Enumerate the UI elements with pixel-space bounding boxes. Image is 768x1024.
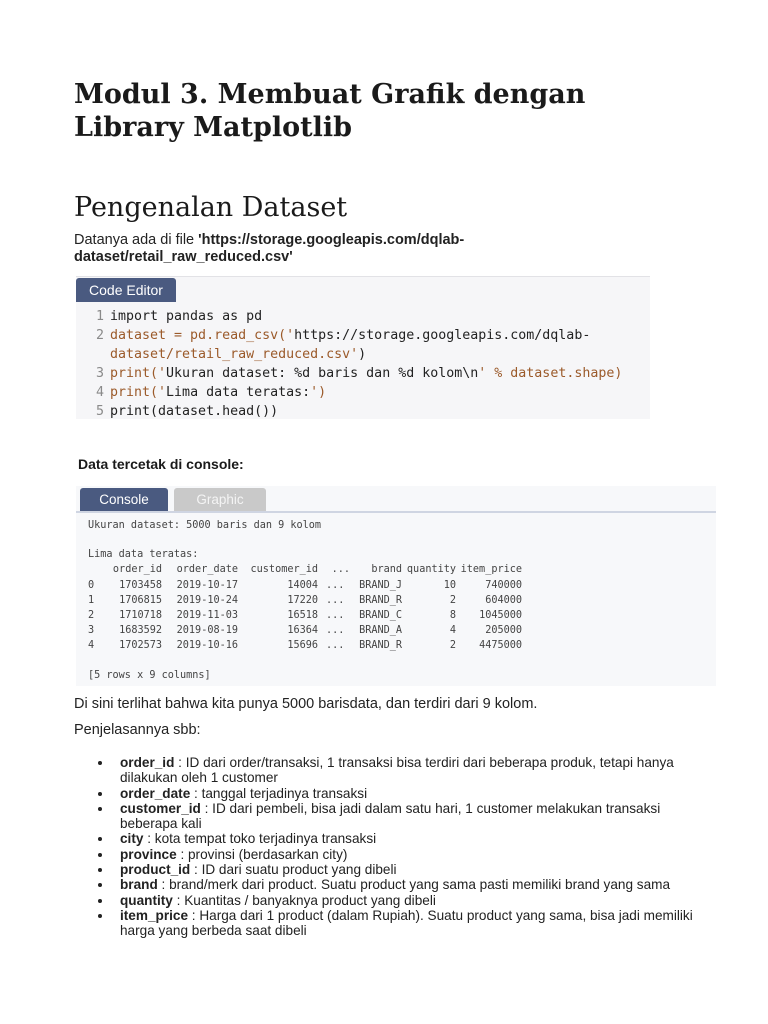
column-header: item_price [460,564,522,576]
table-cell: 16364 [287,625,318,637]
console-heading: Data tercetak di console: [78,456,244,472]
field-name: order_date [120,785,191,801]
list-item [74,893,714,908]
table-cell: 604000 [485,594,522,606]
table-cell: 1703458 [119,579,162,591]
table-cell: 1683592 [119,625,162,637]
summary-text: Di sini terlihat bahwa kita punya 5000 barisdata, dan terdiri dari 9 kolom. [74,696,538,712]
code-line [76,364,650,383]
table-cell: 3 [88,625,95,637]
list-item [74,801,714,832]
table-cell: BRAND_A [359,625,402,637]
table-cell: 1702573 [119,640,162,652]
code-text: print('Ukuran dataset: %d baris dan %d kolom\n' % dataset.shape) [110,366,623,381]
field-name: city [120,831,144,847]
code-line [76,402,650,421]
column-header: brand [371,564,402,576]
intro-prefix: Datanya ada di file [74,232,199,248]
table-cell: 740000 [485,579,522,591]
field-name: item_price [120,907,189,923]
table-cell: ... [326,594,345,606]
line-number: 1 [95,309,104,324]
table-cell: 2019-08-19 [176,625,238,637]
table-cell: 1045000 [479,609,522,621]
table-cell: 8 [449,609,456,621]
list-item [74,786,714,801]
code-line [76,307,650,326]
table-cell: 1 [88,594,95,606]
list-item [74,755,714,786]
field-name: province [120,846,177,862]
field-name: quantity [120,892,173,908]
table-cell: BRAND_J [359,579,402,591]
field-description: : ID dari suatu product yang dibeli [190,862,397,878]
table-cell: 2019-10-24 [176,594,238,606]
table-cell: 4 [88,640,95,652]
table-cell: 2 [449,594,456,606]
dataset-file-url: 'https://storage.googleapis.com/dqlab-dataset/retail_raw_reduced.csv' [74,232,465,265]
code-line [76,326,650,345]
table-cell: 4 [449,625,456,637]
table-cell: ... [326,579,345,591]
code-editor-tabbar [76,277,650,302]
column-header: customer_id [250,564,318,576]
table-cell: 1710718 [119,609,162,621]
table-cell: 2019-10-17 [176,579,238,591]
table-cell: BRAND_R [359,640,402,652]
table-cell: BRAND_R [359,594,402,606]
list-item [74,908,714,939]
field-description: : brand/merk dari product. Suatu product yang sama pasti memiliki brand yang sama [157,877,671,893]
code-line [76,345,650,364]
field-description: : ID dari pembeli, bisa jadi dalam satu hari, 1 customer melakukan transaksi beberapa kali [120,800,661,832]
code-text: print(dataset.head()) [110,404,279,419]
explanation-heading: Penjelasannya sbb: [74,722,201,738]
line-number: 3 [95,366,104,381]
console-panel: Console Graphic Ukuran dataset: 5000 baris dan 9 kolom Lima data teratas: order_id order_date customer_id ... brand quantity item_price 0 1703458 2019-10-17 14004 ... BRAND_J 10 740000 1 1706815 2019-10-24 17220 ... BRAND_R 2 604000 2 1710718 2019-11-03 16518 ... BRAND_C 8 1045000 3 1683592 2019-08-19 16364 ... BRAND_A 4 205000 4 1702573 2019-10-16 15696 ... BRAND_R 2 4475000 [5 rows x 9 columns] [76,486,716,686]
table-cell: ... [326,609,345,621]
code-lines [76,307,650,421]
field-description: : Kuantitas / banyaknya product yang dibeli [172,892,436,908]
table-cell: 2 [88,609,95,621]
console-tabbar [76,486,716,513]
field-description: : Harga dari 1 product (dalam Rupiah). Suatu product yang sama, bisa jadi memiliki harga yang berbeda saat dibeli [120,907,693,939]
code-text: dataset/retail_raw_reduced.csv') [110,347,367,362]
table-cell: 10 [443,579,456,591]
table-cell: 17220 [287,594,318,606]
code-text: dataset = pd.read_csv('https://storage.googleapis.com/dqlab- [110,328,591,343]
table-cell: 14004 [287,579,318,591]
field-description: : ID dari order/transaksi, 1 transaksi bisa terdiri dari beberapa produk, tetapi hanya dilakukan oleh 1 customer [120,755,674,786]
table-cell: 15696 [287,640,318,652]
tab-code-editor[interactable]: Code Editor [76,278,176,302]
code-text: import pandas as pd [110,309,263,324]
line-number: 4 [95,385,104,400]
line-number: 2 [95,328,104,343]
table-cell: 16518 [287,609,318,621]
list-item [74,847,714,862]
field-name: customer_id [120,800,201,816]
code-editor [76,276,650,419]
table-cell: 1706815 [119,594,162,606]
field-name: product_id [120,862,191,878]
list-item [74,862,714,877]
code-line [76,383,650,402]
tab-graphic[interactable]: Graphic [174,488,266,511]
field-name: brand [120,877,158,893]
field-name: order_id [120,755,175,770]
column-header: order_date [176,564,238,576]
code-text: print('Lima data teratas:') [110,385,327,400]
field-description: : tanggal terjadinya transaksi [190,785,368,801]
table-cell: ... [326,625,345,637]
table-cell: 205000 [485,625,522,637]
table-cell: 2019-10-16 [176,640,238,652]
section-title: Pengenalan Dataset [74,192,348,223]
intro-paragraph [74,232,634,266]
column-header: ... [331,564,350,576]
line-number: 5 [95,404,104,419]
page-title: Modul 3. Membuat Grafik dengan Library Matplotlib [74,79,586,143]
table-cell: 0 [88,579,95,591]
table-cell: 2 [449,640,456,652]
field-description: : kota tempat toko terjadinya transaksi [143,831,377,847]
tab-console[interactable]: Console [80,488,168,511]
table-cell: 2019-11-03 [176,609,238,621]
field-description: : provinsi (berdasarkan city) [176,846,348,862]
column-header: order_id [112,564,162,576]
field-list [74,755,714,939]
table-cell: 4475000 [479,640,522,652]
table-cell: BRAND_C [359,609,402,621]
list-item [74,831,714,846]
column-header: quantity [406,564,456,576]
list-item [74,877,714,892]
table-cell: ... [326,640,345,652]
